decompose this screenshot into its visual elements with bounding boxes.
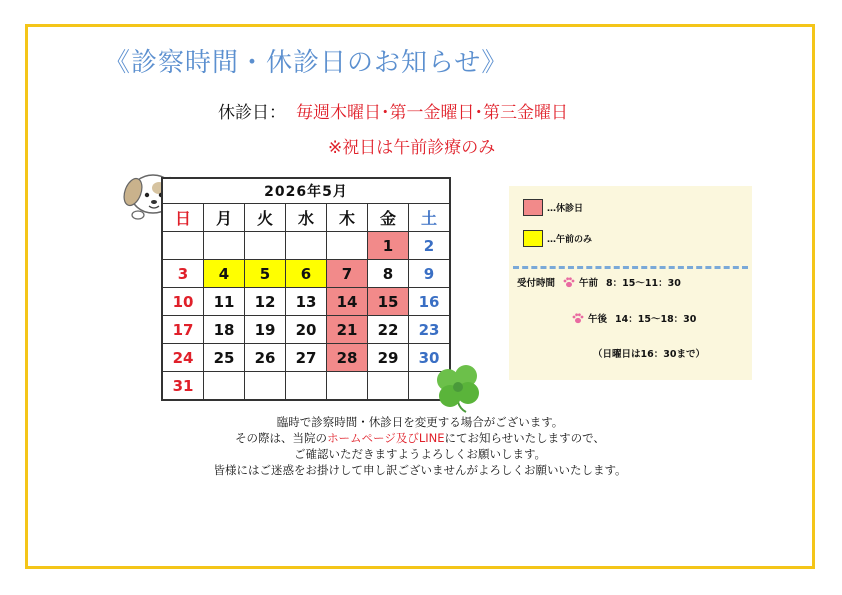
holiday-note: ※祝日は午前診療のみ [328, 138, 496, 158]
day-cell: 25 [204, 344, 245, 372]
clover-icon [430, 362, 486, 414]
day-cell-closed: 14 [327, 288, 368, 316]
calendar-week [162, 344, 450, 372]
am-hours: 8：15〜11：30 [606, 278, 681, 289]
paw-icon [572, 313, 584, 324]
day-cell: 13 [286, 288, 327, 316]
website-line-link-text: ホームページ及びLINE [327, 431, 445, 445]
day-cell: 24 [162, 344, 204, 372]
weekday-sun: 日 [162, 204, 204, 232]
day-cell: 29 [368, 344, 409, 372]
sunday-note: （日曜日は16：30まで） [593, 349, 705, 360]
notice-line2-pre: その際は、当院の [235, 431, 328, 445]
day-cell-morning-only: 6 [286, 260, 327, 288]
notice-line2-post: にてお知らせいたしますので、 [444, 431, 605, 445]
calendar-week [162, 288, 450, 316]
day-cell [286, 232, 327, 260]
weekday-sat: 土 [409, 204, 451, 232]
weekday-mon: 月 [204, 204, 245, 232]
notice-line [170, 430, 670, 446]
day-cell: 23 [409, 316, 451, 344]
legend-closed [523, 199, 583, 216]
legend-divider [513, 266, 748, 269]
weekday-header-row [162, 204, 450, 232]
day-cell [327, 372, 368, 401]
day-cell-morning-only: 5 [245, 260, 286, 288]
weekday-fri: 金 [368, 204, 409, 232]
pm-label: 午後 [588, 314, 608, 325]
day-cell: 17 [162, 316, 204, 344]
weekday-tue: 火 [245, 204, 286, 232]
day-cell [245, 232, 286, 260]
calendar-month: 2026年5月 [162, 178, 450, 204]
day-cell: 20 [286, 316, 327, 344]
day-cell: 2 [409, 232, 451, 260]
reception-am-row [517, 275, 681, 289]
day-cell [245, 372, 286, 401]
calendar-week [162, 232, 450, 260]
morning-only-swatch [523, 230, 543, 247]
day-cell: 9 [409, 260, 451, 288]
notice-line: 皆様にはご迷惑をお掛けして申し訳ございませんがよろしくお願いいたします。 [213, 463, 627, 477]
day-cell: 8 [368, 260, 409, 288]
day-cell: 31 [162, 372, 204, 401]
day-cell: 16 [409, 288, 451, 316]
day-cell: 12 [245, 288, 286, 316]
day-cell: 22 [368, 316, 409, 344]
legend-panel [509, 186, 752, 380]
closed-days-label: 休診日： [218, 103, 286, 123]
closed-days-value: 毎週木曜日･第一金曜日･第三金曜日 [296, 103, 568, 123]
closed-swatch [523, 199, 543, 216]
legend-closed-label: …休診日 [547, 204, 584, 214]
day-cell-closed: 7 [327, 260, 368, 288]
day-cell: 18 [204, 316, 245, 344]
day-cell [204, 232, 245, 260]
day-cell: 3 [162, 260, 204, 288]
day-cell-closed: 15 [368, 288, 409, 316]
paw-icon [563, 277, 575, 288]
legend-morning-only-label: …午前のみ [547, 235, 593, 245]
day-cell-closed: 28 [327, 344, 368, 372]
day-cell [327, 232, 368, 260]
day-cell: 19 [245, 316, 286, 344]
day-cell [204, 372, 245, 401]
reception-pm-row [572, 311, 696, 325]
page-title: 《診察時間・休診日のお知らせ》 [104, 48, 509, 78]
am-label: 午前 [579, 278, 599, 289]
calendar-week [162, 260, 450, 288]
day-cell: 30 [409, 344, 451, 372]
pm-hours: 14：15〜18：30 [615, 314, 697, 325]
notice-text [170, 414, 670, 478]
closed-days-line [218, 98, 568, 123]
day-cell-morning-only: 4 [204, 260, 245, 288]
legend-morning-only [523, 230, 592, 247]
day-cell: 11 [204, 288, 245, 316]
day-cell-closed: 1 [368, 232, 409, 260]
day-cell [286, 372, 327, 401]
weekday-thu: 木 [327, 204, 368, 232]
notice-line: 臨時で診察時間・休診日を変更する場合がございます。 [276, 415, 564, 429]
day-cell-closed: 21 [327, 316, 368, 344]
calendar-table [161, 177, 451, 401]
reception-label: 受付時間 [517, 278, 556, 289]
calendar-week [162, 316, 450, 344]
notice-line: ご確認いただきますようよろしくお願いします。 [293, 447, 547, 461]
weekday-wed: 水 [286, 204, 327, 232]
day-cell: 10 [162, 288, 204, 316]
day-cell [162, 232, 204, 260]
day-cell: 26 [245, 344, 286, 372]
day-cell [368, 372, 409, 401]
day-cell: 27 [286, 344, 327, 372]
calendar-week [162, 372, 450, 401]
